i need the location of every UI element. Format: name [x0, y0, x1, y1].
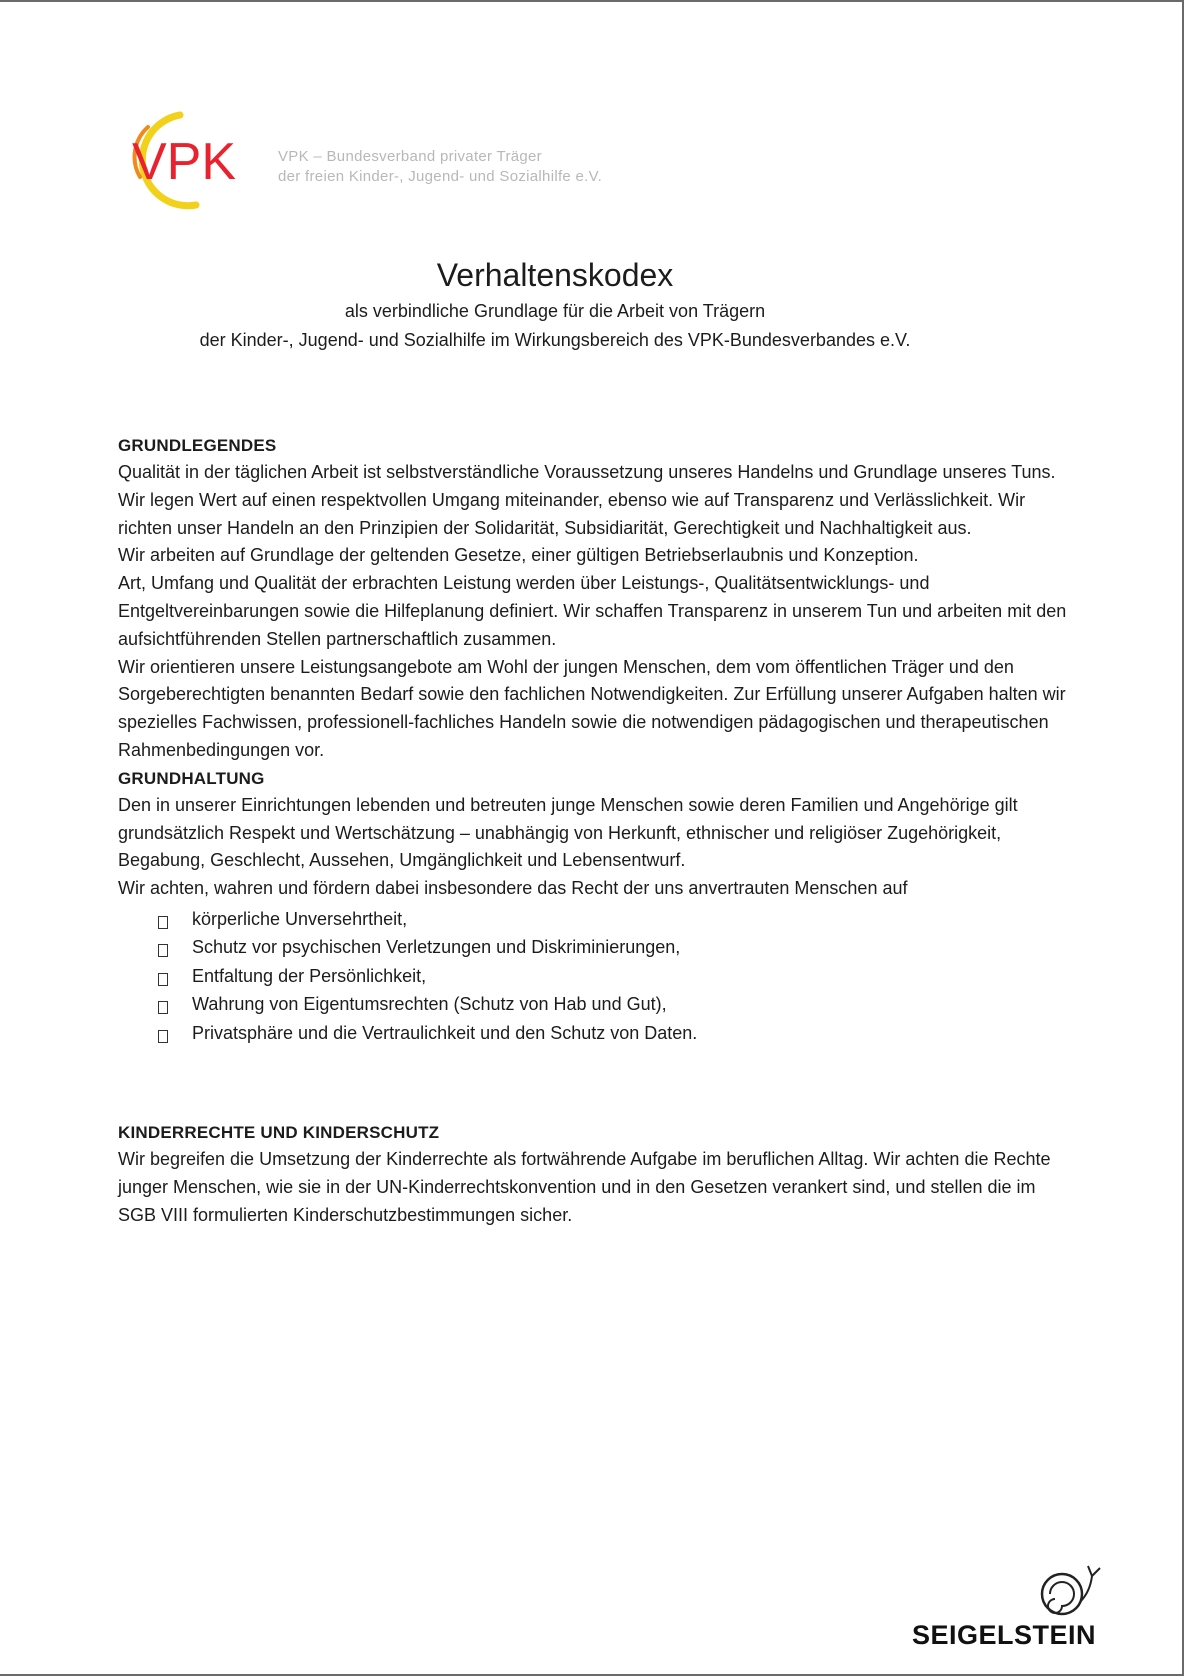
list-item — [118, 905, 1068, 934]
seigelstein-stamp — [912, 1562, 1112, 1672]
section-heading: GRUNDHALTUNG — [118, 768, 265, 788]
snail-icon — [1022, 1562, 1112, 1622]
paragraph: Art, Umfang und Qualität der erbrachten Leistung werden über Leistungs-, Qualitätsentwicklungs- und Entgeltvereinbarungen sowie die Hilfeplanung definiert. Wir schaffen Transparenz in unserem Tun und arbeiten mit den aufsichtführenden Stellen partnerschaftlich zusammen. — [118, 573, 1067, 649]
checkbox-bullet-icon — [158, 944, 168, 957]
organization-name-line-2: der freien Kinder-, Jugend- und Sozialhilfe e.V. — [278, 168, 603, 185]
section-heading: GRUNDLEGENDES — [118, 436, 277, 455]
vpk-logo — [118, 107, 678, 217]
section-grundhaltung — [118, 765, 1068, 1048]
rights-list — [118, 905, 1068, 1048]
section-grundlegendes — [118, 432, 1068, 765]
checkbox-bullet-icon — [158, 973, 168, 986]
paragraph: Qualität in der täglichen Arbeit ist selbstverständliche Voraussetzung unseres Handelns und Grundlage unseres Tuns. Wir legen Wert auf einen respektvollen Umgang miteinander, ebenso wie auf Transparenz und Verlässlichkeit. Wir richten unser Handeln an den Prinzipien der Solidarität, Subsidiarität, Gerechtigkeit und Nachhaltigkeit aus. — [118, 462, 1056, 538]
list-item-text: Wahrung von Eigentumsrechten (Schutz von Hab und Gut), — [192, 994, 667, 1015]
vpk-logo-icon — [118, 107, 268, 217]
list-item — [118, 990, 1068, 1019]
list-item-text: Schutz vor psychischen Verletzungen und Diskriminierungen, — [192, 937, 681, 958]
stamp-text: SEIGELSTEIN — [912, 1620, 1097, 1650]
document-body — [118, 432, 1068, 1230]
section-kinderrechte — [118, 1119, 1068, 1229]
paragraph: Den in unserer Einrichtungen lebenden und betreuten junge Menschen sowie deren Familien und Angehörige gilt grundsätzlich Respekt und Wertschätzung – unabhängig von Herkunft, ethnischer und religiöser Zugehörigkeit, Begabung, Geschlecht, Aussehen, Umgänglichkeit und Lebensentwurf. — [118, 794, 1018, 871]
list-item-text: Privatsphäre und die Vertraulichkeit und den Schutz von Daten. — [192, 1022, 698, 1043]
list-item-text: körperliche Unversehrtheit, — [192, 908, 408, 929]
checkbox-bullet-icon — [158, 1030, 168, 1043]
paragraph: Wir begreifen die Umsetzung der Kinderrechte als fortwährende Aufgabe im beruflichen Alltag. Wir achten die Rechte junger Menschen, wie sie in der UN-Kinderrechtskonvention und in den Gesetzen verankert sind, und stellen die im SGB VIII formulierten Kinderschutzbestimmungen sicher. — [118, 1149, 1051, 1226]
checkbox-bullet-icon — [158, 1001, 168, 1014]
document-subtitle-line-1: als verbindliche Grundlage für die Arbeit von Trägern — [344, 301, 766, 321]
list-item — [118, 1019, 1068, 1048]
list-item — [118, 933, 1068, 962]
list-item — [118, 962, 1068, 991]
paragraph: Wir arbeiten auf Grundlage der geltenden Gesetze, einer gültigen Betriebserlaubnis und Konzeption. — [118, 545, 919, 566]
section-heading: KINDERRECHTE UND KINDERSCHUTZ — [118, 1123, 440, 1143]
organization-name — [278, 147, 602, 187]
list-item-text: Entfaltung der Persönlichkeit, — [192, 965, 427, 986]
document-title: Verhaltenskodex — [436, 257, 674, 293]
checkbox-bullet-icon — [158, 916, 168, 929]
paragraph: Wir orientieren unsere Leistungsangebote am Wohl der jungen Menschen, dem vom öffentlichen Träger und den Sorgeberechtigten benannten Bedarf sowie den fachlichen Notwendigkeiten. Zur Erfüllung unserer Aufgaben halten wir spezielles Fachwissen, professionell-fachliches Handeln sowie die notwendigen pädagogischen und therapeutischen Rahmenbedingungen vor. — [118, 656, 1066, 760]
document-subtitle-line-2: der Kinder-, Jugend- und Sozialhilfe im Wirkungsbereich des VPK-Bundesverbandes e.V. — [199, 330, 911, 350]
logo-letters: VPK — [132, 133, 237, 191]
organization-name-line-1: VPK – Bundesverband privater Träger — [278, 148, 542, 165]
paragraph: Wir achten, wahren und fördern dabei insbesondere das Recht der uns anvertrauten Menschen auf — [118, 878, 908, 899]
